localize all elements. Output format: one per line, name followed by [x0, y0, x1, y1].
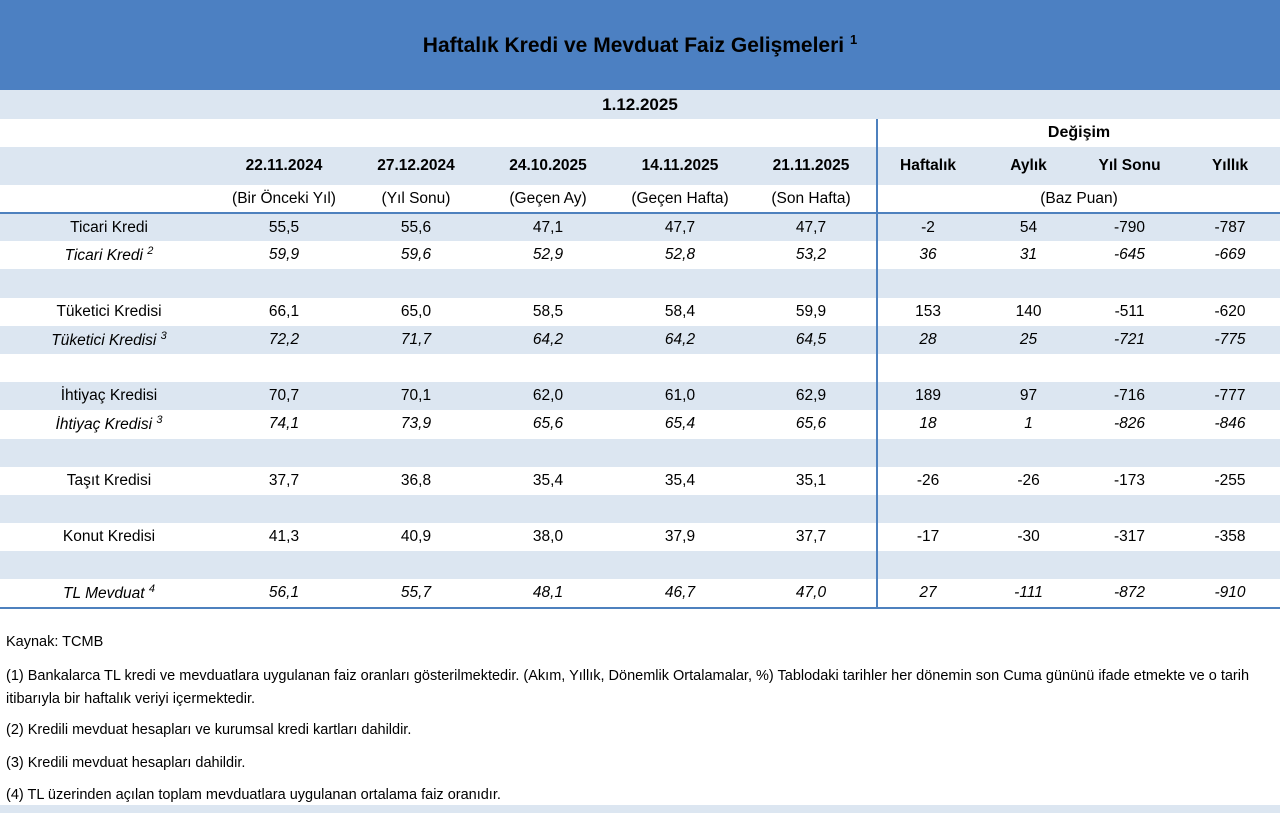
change-cell [1180, 551, 1280, 579]
rate-cell [482, 354, 614, 382]
change-cell: 18 [877, 410, 978, 438]
rate-cell: 65,0 [350, 298, 482, 326]
table-row [0, 523, 1280, 551]
rate-cell [350, 269, 482, 297]
rate-cell: 36,8 [350, 467, 482, 495]
change-cell: -716 [1079, 382, 1180, 410]
rate-cell [746, 551, 877, 579]
table-row [0, 213, 1280, 241]
change-cell [978, 354, 1079, 382]
table-row [0, 326, 1280, 354]
col-header-change: Yıllık [1180, 147, 1280, 185]
change-cell: 97 [978, 382, 1079, 410]
rate-cell: 59,9 [746, 298, 877, 326]
change-cell: 189 [877, 382, 978, 410]
rate-cell [482, 439, 614, 467]
rate-cell: 55,7 [350, 579, 482, 607]
col-header-date: 22.11.2024 [218, 147, 350, 185]
page-title [423, 32, 857, 58]
table-row [0, 382, 1280, 410]
row-label-cell [0, 354, 218, 382]
change-cell: -317 [1079, 523, 1180, 551]
header-spacer [0, 147, 218, 185]
change-cell [978, 551, 1079, 579]
rate-cell: 52,8 [614, 241, 746, 269]
change-cell: 25 [978, 326, 1079, 354]
rate-cell: 61,0 [614, 382, 746, 410]
rate-cell [218, 439, 350, 467]
footnote-3: (3) Kredili mevduat hesapları dahildir. [6, 754, 246, 771]
rate-cell [614, 269, 746, 297]
rate-cell: 55,6 [350, 213, 482, 241]
change-section-header-row [0, 119, 1280, 147]
column-header-row [0, 147, 1280, 185]
rate-cell: 35,4 [614, 467, 746, 495]
change-cell [877, 439, 978, 467]
rate-cell: 73,9 [350, 410, 482, 438]
table-row-empty [0, 551, 1280, 579]
row-label-cell [0, 382, 218, 410]
rate-cell: 58,5 [482, 298, 614, 326]
rate-cell [482, 495, 614, 523]
rate-cell: 62,9 [746, 382, 877, 410]
change-cell: -511 [1079, 298, 1180, 326]
rate-cell: 65,6 [746, 410, 877, 438]
rate-cell: 65,4 [614, 410, 746, 438]
rate-cell: 58,4 [614, 298, 746, 326]
rate-cell: 37,7 [746, 523, 877, 551]
bottom-strip [0, 805, 1280, 813]
row-label-cell [0, 213, 218, 241]
change-cell [877, 354, 978, 382]
column-subheader-row [0, 185, 1280, 213]
col-subheader: (Geçen Ay) [482, 185, 614, 213]
table-row [0, 298, 1280, 326]
rate-cell: 70,1 [350, 382, 482, 410]
row-label-cell [0, 269, 218, 297]
rate-cell [482, 269, 614, 297]
col-header-date: 21.11.2025 [746, 147, 877, 185]
table-row [0, 579, 1280, 607]
table-row-empty [0, 269, 1280, 297]
change-cell: 28 [877, 326, 978, 354]
table-row [0, 410, 1280, 438]
table-row-empty [0, 354, 1280, 382]
change-cell [1079, 269, 1180, 297]
rate-cell: 47,1 [482, 213, 614, 241]
rate-cell [614, 495, 746, 523]
row-label: Ticari Kredi [64, 247, 143, 265]
change-cell [877, 269, 978, 297]
rate-cell: 35,4 [482, 467, 614, 495]
rate-cell [218, 269, 350, 297]
footnote-2: (2) Kredili mevduat hesapları ve kurumsal kredi kartları dahildir. [6, 722, 412, 739]
rate-cell: 52,9 [482, 241, 614, 269]
col-subheader: (Son Hafta) [746, 185, 877, 213]
rate-cell: 47,7 [746, 213, 877, 241]
row-label: Tüketici Kredisi [56, 302, 162, 320]
row-label-superscript: 3 [156, 414, 163, 427]
row-label-cell [0, 523, 218, 551]
rate-cell [218, 551, 350, 579]
table-row [0, 467, 1280, 495]
row-label-cell [0, 410, 218, 438]
change-cell: -26 [978, 467, 1079, 495]
row-label-superscript: 3 [160, 329, 167, 342]
footnote-1: (1) Bankalarca TL kredi ve mevduatlara uygulanan faiz oranları gösterilmektedir. (Akım, Yıllık, Dönemlik Ortalamalar, %) Tablodaki tarihler her dönemin son Cuma gününü ifade etmekte ve o tarih itibarıyla bir haftalık veriyi içermektedir. [6, 668, 1250, 707]
title-band [0, 0, 1280, 90]
rate-cell [746, 439, 877, 467]
rate-cell: 47,0 [746, 579, 877, 607]
rate-cell: 64,5 [746, 326, 877, 354]
row-label: Konut Kredisi [62, 528, 156, 546]
change-cell [877, 551, 978, 579]
change-section-header: Değişim [877, 119, 1280, 147]
change-cell [1079, 439, 1180, 467]
change-cell: 1 [978, 410, 1079, 438]
change-cell: -255 [1180, 467, 1280, 495]
row-label-cell [0, 241, 218, 269]
row-label: Ticari Kredi [70, 218, 148, 236]
col-subheader: (Yıl Sonu) [350, 185, 482, 213]
header-spacer [0, 119, 877, 147]
row-label-cell [0, 467, 218, 495]
table-body [0, 213, 1280, 608]
page-title-text: Haftalık Kredi ve Mevduat Faiz Gelişmeleri [422, 34, 845, 57]
change-cell [1180, 269, 1280, 297]
header-spacer [0, 185, 218, 213]
rates-table [0, 119, 1280, 609]
rate-cell [614, 439, 746, 467]
report-date: 1.12.2025 [602, 94, 678, 114]
rate-cell: 55,5 [218, 213, 350, 241]
change-cell: -358 [1180, 523, 1280, 551]
col-header-date: 14.11.2025 [614, 147, 746, 185]
table-row [0, 241, 1280, 269]
change-cell: -645 [1079, 241, 1180, 269]
rate-cell: 70,7 [218, 382, 350, 410]
change-cell: -620 [1180, 298, 1280, 326]
row-label: Tüketici Kredisi [51, 331, 157, 349]
table-header [0, 119, 1280, 213]
change-cell: -790 [1079, 213, 1180, 241]
row-label-superscript: 2 [147, 245, 154, 258]
rate-cell [350, 495, 482, 523]
rate-cell: 37,9 [614, 523, 746, 551]
row-label-cell [0, 326, 218, 354]
rate-cell [482, 551, 614, 579]
row-label: İhtiyaç Kredisi [60, 387, 158, 405]
page-title-superscript: 1 [849, 32, 858, 47]
change-cell: -173 [1079, 467, 1180, 495]
col-subheader: (Bir Önceki Yıl) [218, 185, 350, 213]
source-label: Kaynak: TCMB [6, 633, 104, 650]
change-cell: -775 [1180, 326, 1280, 354]
rate-cell: 47,7 [614, 213, 746, 241]
rate-cell: 35,1 [746, 467, 877, 495]
footnotes-section [0, 609, 1272, 806]
row-label-cell [0, 551, 218, 579]
rate-cell [350, 439, 482, 467]
change-cell: 31 [978, 241, 1079, 269]
change-cell: -872 [1079, 579, 1180, 607]
change-cell: -17 [877, 523, 978, 551]
rate-cell [746, 495, 877, 523]
change-cell: -777 [1180, 382, 1280, 410]
change-cell [1079, 551, 1180, 579]
change-cell: -111 [978, 579, 1079, 607]
change-cell: -721 [1079, 326, 1180, 354]
change-cell: -787 [1180, 213, 1280, 241]
table-row-empty [0, 439, 1280, 467]
change-cell [978, 269, 1079, 297]
change-cell: 27 [877, 579, 978, 607]
change-cell: -910 [1180, 579, 1280, 607]
rate-cell: 64,2 [482, 326, 614, 354]
rate-cell: 72,2 [218, 326, 350, 354]
rate-cell [350, 354, 482, 382]
rate-cell: 66,1 [218, 298, 350, 326]
rate-cell: 48,1 [482, 579, 614, 607]
rate-cell [614, 551, 746, 579]
change-cell: -846 [1180, 410, 1280, 438]
change-cell: -2 [877, 213, 978, 241]
change-cell: -26 [877, 467, 978, 495]
change-cell [1180, 354, 1280, 382]
rate-cell [350, 551, 482, 579]
rate-cell: 46,7 [614, 579, 746, 607]
change-cell: -826 [1079, 410, 1180, 438]
table-row-empty [0, 495, 1280, 523]
rate-cell: 56,1 [218, 579, 350, 607]
col-header-change: Yıl Sonu [1079, 147, 1180, 185]
rate-cell: 37,7 [218, 467, 350, 495]
change-cell: 153 [877, 298, 978, 326]
rate-cell: 38,0 [482, 523, 614, 551]
row-label-cell [0, 495, 218, 523]
change-cell: 36 [877, 241, 978, 269]
rate-cell: 64,2 [614, 326, 746, 354]
rate-cell: 40,9 [350, 523, 482, 551]
row-label: Taşıt Kredisi [66, 471, 152, 489]
rate-cell: 71,7 [350, 326, 482, 354]
change-cell [978, 439, 1079, 467]
row-label-cell [0, 298, 218, 326]
change-cell [1180, 495, 1280, 523]
col-header-change: Aylık [978, 147, 1079, 185]
rate-cell: 41,3 [218, 523, 350, 551]
report-date-band [0, 90, 1280, 119]
change-cell: -30 [978, 523, 1079, 551]
row-label: TL Mevduat [62, 585, 145, 603]
footnote-4: (4) TL üzerinden açılan toplam mevduatlara uygulanan ortalama faiz oranıdır. [6, 787, 501, 804]
rate-cell [746, 354, 877, 382]
rate-cell [614, 354, 746, 382]
change-unit-label: (Baz Puan) [877, 185, 1280, 213]
rate-cell: 62,0 [482, 382, 614, 410]
change-cell [1079, 354, 1180, 382]
rate-cell [218, 495, 350, 523]
rate-cell: 74,1 [218, 410, 350, 438]
rate-cell: 53,2 [746, 241, 877, 269]
row-label-superscript: 4 [148, 582, 155, 595]
change-cell [1079, 495, 1180, 523]
row-label-cell [0, 439, 218, 467]
rate-cell: 59,9 [218, 241, 350, 269]
col-header-change: Haftalık [877, 147, 978, 185]
rate-cell [746, 269, 877, 297]
change-cell [1180, 439, 1280, 467]
change-cell: 54 [978, 213, 1079, 241]
change-cell: 140 [978, 298, 1079, 326]
rate-cell [218, 354, 350, 382]
rate-cell: 59,6 [350, 241, 482, 269]
change-cell [978, 495, 1079, 523]
col-subheader: (Geçen Hafta) [614, 185, 746, 213]
rate-cell: 65,6 [482, 410, 614, 438]
col-header-date: 27.12.2024 [350, 147, 482, 185]
row-label: İhtiyaç Kredisi [55, 416, 153, 434]
col-header-date: 24.10.2025 [482, 147, 614, 185]
row-label-cell [0, 579, 218, 607]
change-cell [877, 495, 978, 523]
change-cell: -669 [1180, 241, 1280, 269]
